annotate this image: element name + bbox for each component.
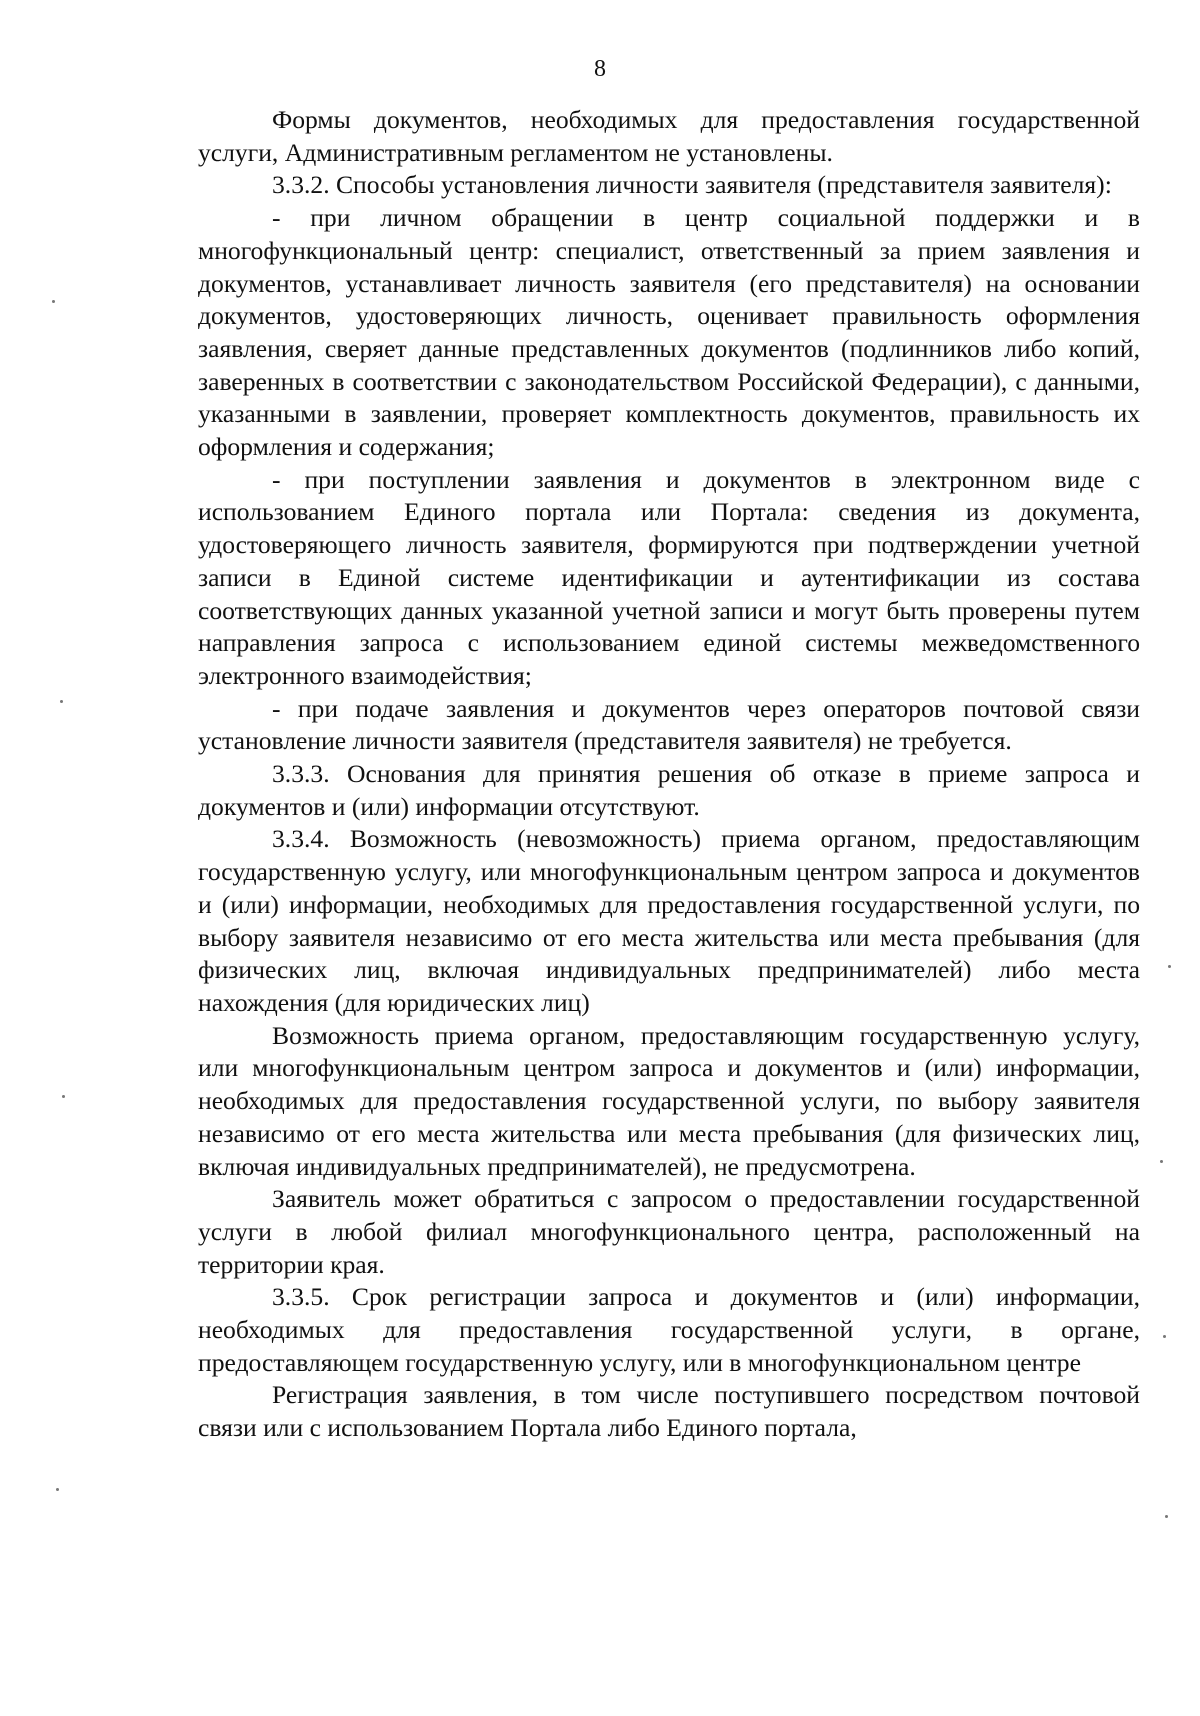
- section-3-3-3-heading: 3.3.3. Основания для принятия решения об отказе в приеме запроса и документов и (или) информации отсутствуют.: [198, 759, 1140, 821]
- document-body: [198, 104, 1140, 1445]
- list-item-electronic-submission: - при поступлении заявления и документов в электронном виде с использованием Единого портала или Портала: сведения из документа, удостоверяющего личность заявителя, формируются при подтверждении учетной записи в Единой системе идентификации и аутентификации из состава соответствующих данных указанной учетной записи и могут быть проверены путем направления запроса с использованием единой системы межведомственного электронного взаимодействия;: [198, 464, 1140, 690]
- section-3-3-2-heading: 3.3.2. Способы установления личности заявителя (представителя заявителя):: [272, 170, 1112, 200]
- section-3-3-4-heading: 3.3.4. Возможность (невозможность) приема органом, предоставляющим государственную услугу, или многофункциональным центром запроса и документов и (или) информации, необходимых для предоставления государственной услуги, по выбору заявителя независимо от его места жительства или места пребывания (для физических лиц, включая индивидуальных предпринимателей) либо места нахождения (для юридических лиц): [198, 824, 1140, 1017]
- scan-speck: [62, 1095, 65, 1098]
- list-item-postal-submission: - при подаче заявления и документов через операторов почтовой связи установление личности заявителя (представителя заявителя) не требуется.: [198, 693, 1140, 756]
- scan-speck: [56, 1488, 59, 1491]
- list-item-personal-visit: - при личном обращении в центр социальной поддержки и в многофункциональный центр: специалист, ответственный за прием заявления и документов, устанавливает личность заявителя (его представителя) на основании документов, удостоверяющих личность, оценивает правильность оформления заявления, сверяет данные представленных документов (подлинников либо копий, заверенных в соответствии с законодательством Российской Федерации), с данными, указанными в заявлении, проверяет комплектность документов, правильность их оформления и содержания;: [198, 203, 1140, 462]
- paragraph-forms-not-established: Формы документов, необходимых для предоставления государственной услуги, Административным регламентом не установлены.: [198, 105, 1140, 167]
- paragraph-any-branch: Заявитель может обратиться с запросом о предоставлении государственной услуги в любой филиал многофункционального центра, расположенный на территории края.: [198, 1184, 1140, 1279]
- scan-speck: [60, 700, 63, 703]
- section-3-3-5-heading: 3.3.5. Срок регистрации запроса и документов и (или) информации, необходимых для предоставления государственной услуги, в органе, предоставляющем государственную услугу, или в многофункциональном центре: [198, 1282, 1140, 1377]
- paragraph-extraterritorial-not-provided: Возможность приема органом, предоставляющим государственную услугу, или многофункциональным центром запроса и документов и (или) информации, необходимых для предоставления государственной услуги, по выбору заявителя независимо от его места жительства или места пребывания (для физических лиц, включая индивидуальных предпринимателей), не предусмотрена.: [198, 1020, 1140, 1181]
- page-number: 8: [594, 56, 606, 82]
- scan-speck: [1163, 1335, 1166, 1338]
- scan-speck: [52, 300, 55, 303]
- scan-speck: [1165, 1515, 1168, 1518]
- paragraph-registration: Регистрация заявления, в том числе поступившего посредством почтовой связи или с использованием Портала либо Единого портала,: [198, 1380, 1140, 1443]
- scan-speck: [1160, 1160, 1163, 1163]
- scan-speck: [1168, 965, 1171, 968]
